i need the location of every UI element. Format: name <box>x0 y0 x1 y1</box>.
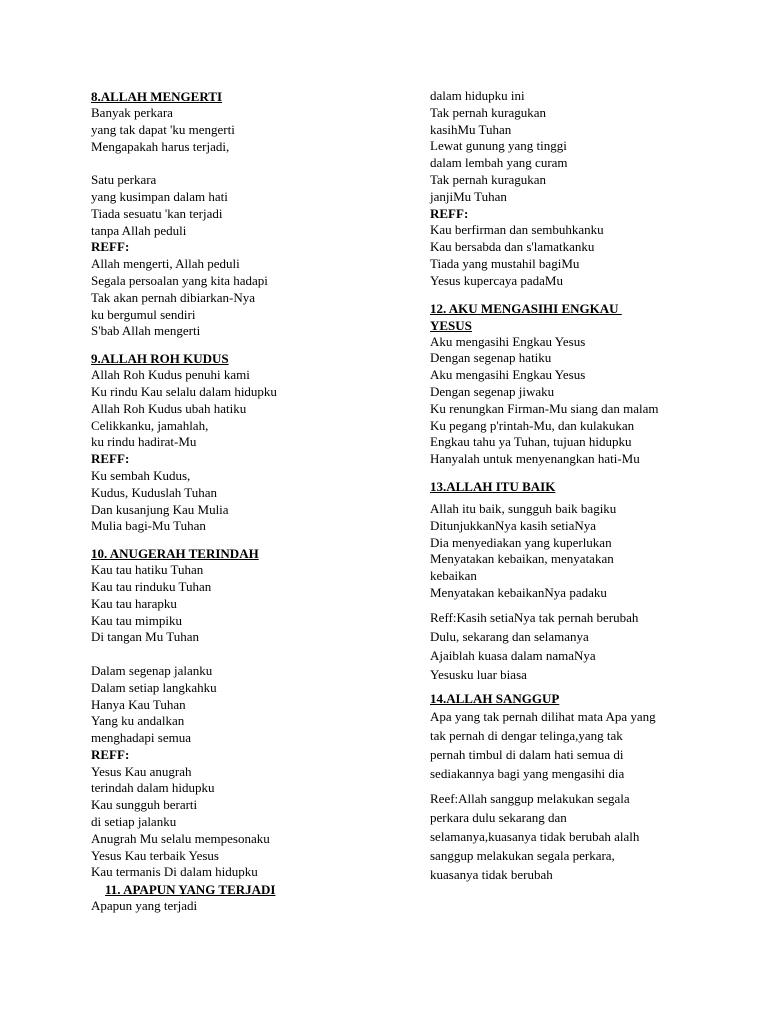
lyric-line: Hanyalah untuk menyenangkan hati-Mu <box>430 451 640 467</box>
song-14-reff <box>430 789 730 884</box>
song-10-verse-2 <box>91 663 391 747</box>
lyric-line: Kau tau harapku <box>91 595 177 611</box>
lyric-line: pernah timbul di dalam hati semua di <box>430 746 624 762</box>
lyric-line: di setiap jalanku <box>91 814 177 830</box>
lyric-line: Lewat gunung yang tinggi <box>430 138 567 154</box>
lyric-line: Kau sungguh berarti <box>91 797 198 813</box>
lyric-line: Di tangan Mu Tuhan <box>91 629 199 645</box>
song-title-10: 10. ANUGERAH TERINDAH <box>91 546 259 562</box>
lyric-line: Allah Roh Kudus ubah hatiku <box>91 400 247 416</box>
lyric-line: Kudus, Kuduslah Tuhan <box>91 484 218 500</box>
lyric-line: S'bab Allah mengerti <box>91 323 201 339</box>
lyric-line: Allah itu baik, sungguh baik bagiku <box>430 500 617 516</box>
reff-label: REFF: <box>91 239 130 255</box>
lyric-line: Dia menyediakan yang kuperlukan <box>430 534 612 550</box>
lyric-line: perkara dulu sekarang dan <box>430 809 567 825</box>
song-8-verse-2 <box>91 172 391 239</box>
song-11-verse <box>91 898 391 915</box>
lyric-line: janjiMu Tuhan <box>430 188 507 204</box>
song-title-11: 11. APAPUN YANG TERJADI <box>105 882 276 898</box>
lyric-line: Tak pernah kuragukan <box>430 104 547 120</box>
lyric-line: Apapun yang terjadi <box>91 898 198 914</box>
lyric-line: Engkau tahu ya Tuhan, tujuan hidupku <box>430 434 632 450</box>
song-10-reff <box>91 764 391 882</box>
lyric-line: Dulu, sekarang dan selamanya <box>430 628 589 644</box>
lyric-line: Reff:Kasih setiaNya tak pernah berubah <box>430 609 639 625</box>
lyric-line: terindah dalam hidupku <box>91 780 215 796</box>
lyric-line: Tak akan pernah dibiarkan-Nya <box>91 289 256 305</box>
song-title-14: 14.ALLAH SANGGUP <box>430 690 560 706</box>
lyric-line: Kau bersabda dan s'lamatkanku <box>430 239 595 255</box>
lyric-line: tanpa Allah peduli <box>91 222 187 238</box>
reff-label: REFF: <box>91 746 130 762</box>
song-8-verse-1 <box>91 105 391 155</box>
lyric-line: Menyatakan kebaikan, menyatakan <box>430 551 614 567</box>
song-13-reff <box>430 608 730 684</box>
lyric-line: ku rindu hadirat-Mu <box>91 434 197 450</box>
song-12-verse <box>430 334 730 468</box>
lyric-line: kuasanya tidak berubah <box>430 866 553 882</box>
reff-label: REFF: <box>91 451 130 467</box>
lyric-line: Kau tau rinduku Tuhan <box>91 578 212 594</box>
lyric-line: Satu perkara <box>91 172 157 188</box>
lyric-line: yang kusimpan dalam hati <box>91 188 228 204</box>
lyric-line: Mengapakah harus terjadi, <box>91 138 230 154</box>
lyric-line: Dalam setiap langkahku <box>91 679 217 695</box>
lyric-line: Ku renungkan Firman-Mu siang dan malam <box>430 400 659 416</box>
lyric-line: Ku sembah Kudus, <box>91 467 191 483</box>
lyric-line: Yang ku andalkan <box>91 713 185 729</box>
song-11-continued <box>430 88 730 206</box>
lyric-line: tak pernah di dengar telinga,yang tak <box>430 727 623 743</box>
song-title-8: 8.ALLAH MENGERTI <box>91 89 223 104</box>
lyric-line: Reef:Allah sanggup melakukan segala <box>430 790 630 806</box>
lyric-line: Yesusku luar biasa <box>430 666 527 682</box>
song-title-12-line-2: YESUS <box>430 317 472 333</box>
lyric-line: Allah mengerti, Allah peduli <box>91 256 240 272</box>
song-14-verse <box>430 707 730 783</box>
lyric-line: ku bergumul sendiri <box>91 306 196 322</box>
right-column <box>430 88 730 884</box>
lyric-line: Segala persoalan yang kita hadapi <box>91 272 268 288</box>
lyric-line: Ajaiblah kuasa dalam namaNya <box>430 647 596 663</box>
song-9-reff <box>91 468 391 535</box>
reff-label: REFF: <box>430 205 469 221</box>
song-10-verse-1 <box>91 562 391 646</box>
song-13-verse <box>430 501 730 602</box>
lyric-line: Menyatakan kebaikanNya padaku <box>430 584 607 600</box>
lyric-line: DitunjukkanNya kasih setiaNya <box>430 517 597 533</box>
lyric-line: Kau termanis Di dalam hidupku <box>91 864 258 880</box>
lyric-line: Ku rindu Kau selalu dalam hidupku <box>91 383 277 399</box>
lyric-line: Dan kusanjung Kau Mulia <box>91 501 229 517</box>
lyric-line: sediakannya bagi yang mengasihi dia <box>430 765 625 781</box>
lyric-line: selamanya,kuasanya tidak berubah alalh <box>430 828 640 844</box>
song-11-reff <box>430 222 730 289</box>
lyric-line: Celikkanku, jamahlah, <box>91 417 209 433</box>
lyric-line: Dalam segenap jalanku <box>91 662 213 678</box>
lyric-line: Allah Roh Kudus penuhi kami <box>91 367 250 383</box>
lyric-line: Apa yang tak pernah dilihat mata Apa yang <box>430 708 656 724</box>
lyric-line: menghadapi semua <box>91 730 191 746</box>
lyric-line: Tak pernah kuragukan <box>430 171 547 187</box>
lyric-line: kebaikan <box>430 568 477 584</box>
lyric-line: Yesus Kau anugrah <box>91 763 192 779</box>
lyric-line: Banyak perkara <box>91 105 173 120</box>
lyric-line: Aku mengasihi Engkau Yesus <box>430 367 586 383</box>
lyric-line: dalam lembah yang curam <box>430 155 568 171</box>
lyric-line: Dengan segenap hatiku <box>430 350 552 366</box>
lyric-line: Ku pegang p'rintah-Mu, dan kulakukan <box>430 417 635 433</box>
lyric-line: Anugrah Mu selalu mempesonaku <box>91 830 270 846</box>
song-title-12-line-1: 12. AKU MENGASIHI ENGKAU <box>430 300 622 316</box>
lyric-line: Kau berfirman dan sembuhkanku <box>430 222 604 238</box>
lyric-line: Aku mengasihi Engkau Yesus <box>430 333 586 349</box>
lyric-line: sanggup melakukan segala perkara, <box>430 847 615 863</box>
song-9-verse <box>91 367 391 451</box>
lyric-line: Dengan segenap jiwaku <box>430 383 555 399</box>
lyric-line: Kau tau mimpiku <box>91 612 182 628</box>
lyric-line: Yesus kupercaya padaMu <box>430 272 563 288</box>
lyric-line: yang tak dapat 'ku mengerti <box>91 121 235 137</box>
lyric-line: Mulia bagi-Mu Tuhan <box>91 518 206 534</box>
lyric-line: Yesus Kau terbaik Yesus <box>91 847 219 863</box>
lyric-line: Kau tau hatiku Tuhan <box>91 562 204 578</box>
left-column <box>91 88 391 915</box>
song-title-9: 9.ALLAH ROH KUDUS <box>91 351 229 367</box>
lyric-line: Tiada yang mustahil bagiMu <box>430 255 580 271</box>
lyric-line: dalam hidupku ini <box>430 88 525 103</box>
song-title-13: 13.ALLAH ITU BAIK <box>430 478 556 494</box>
lyric-line: Hanya Kau Tuhan <box>91 696 186 712</box>
lyric-line: Tiada sesuatu 'kan terjadi <box>91 205 223 221</box>
song-8-reff <box>91 256 391 340</box>
lyric-line: kasihMu Tuhan <box>430 121 512 137</box>
